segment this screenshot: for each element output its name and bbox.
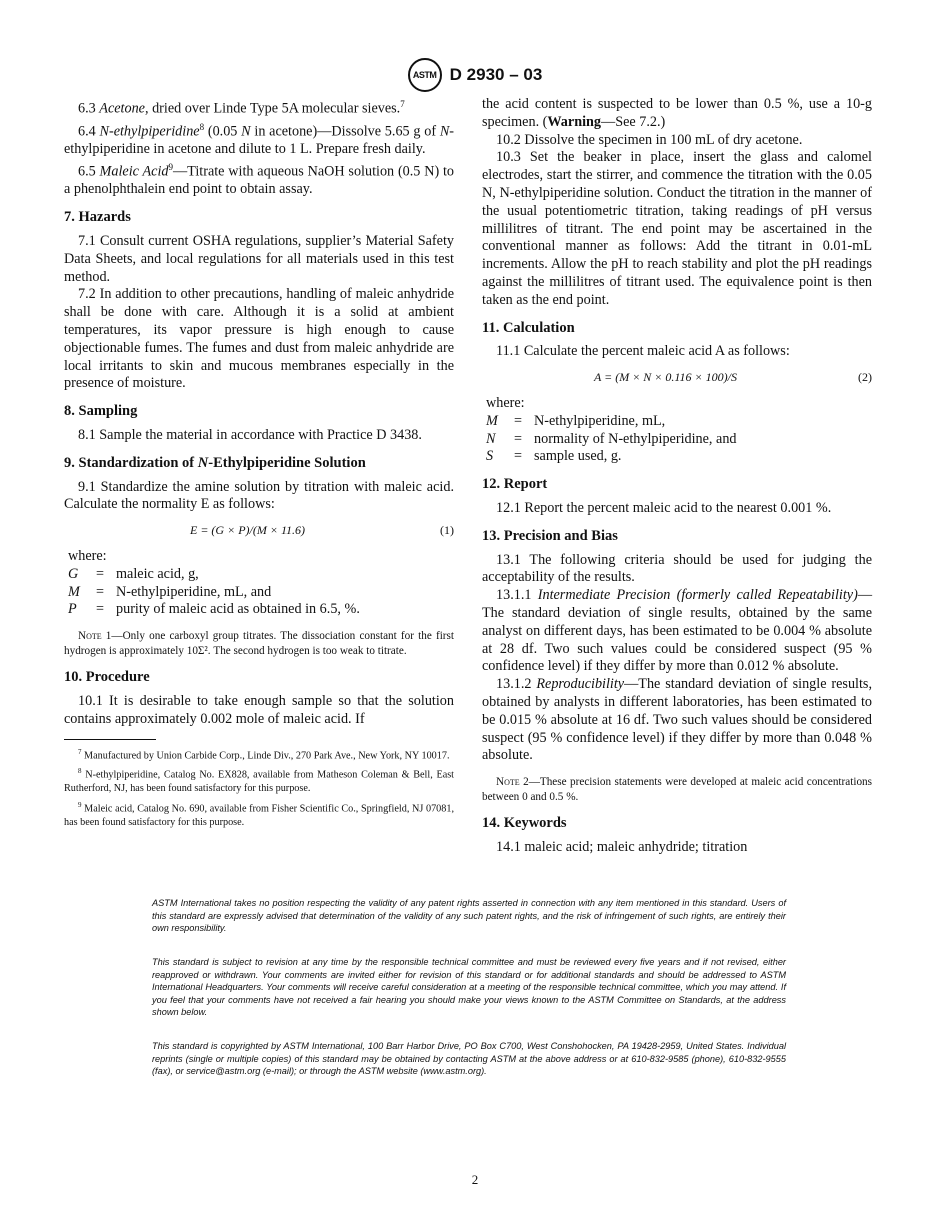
paragraph-6-4: 6.4 N-ethylpiperidine$^8$ (0.05 N in acetone)—Dissolve 5.65 g of N-ethylpiperidine in acetone and dilute to 1 L. Prepare fresh daily.: [64, 121, 455, 158]
definition-row: M = N-ethylpiperidine, mL,: [486, 412, 666, 429]
paragraph-10-3: 10.3 Set the beaker in place, insert the glass and calomel electrodes, start the stirrer, and commence the titration with the 0.05 N, N-ethylpiperidine solution. Conduct the titration in the manner of the usual potentiometric titration, taking readings of pH versus millilitres of titrant. The end point may be ascertained in the conventional manner as follows: Add the titrant in 0.01-mL increments. Allow the pH to reach stability and plot the pH readings against the millilitres of titrant used. The equivalence point is then taken as the end point.: [482, 149, 872, 308]
note-2: Note 2—These precision statements were developed at maleic acid concentrations between 0 and 0.5 %.: [482, 776, 872, 804]
revision-notice: This standard is subject to revision at any time by the responsible technical committee and must be reviewed every five years and if not revised, either reapproved or withdrawn. Your comments are invited either for revision of this standard or for additional standards and should be addressed to ASTM International Headquarters. Your comments will receive careful consideration at a meeting of the responsible technical committee, which you may attend. If you feel that your comments have not received a fair hearing you should make your views known to the ASTM Committee on Standards, at the address shown below.: [152, 957, 786, 1018]
footnote-divider: [64, 739, 156, 740]
variable-definitions-2: [486, 413, 872, 466]
definition-row: N = normality of N-ethylpiperidine, and: [486, 430, 737, 447]
section-heading-report: 12. Report: [482, 476, 548, 493]
paragraph-7-1: 7.1 Consult current OSHA regulations, supplier’s Material Safety Data Sheets, and local regulations for all materials used in this test method.: [64, 232, 454, 285]
paragraph-13-1-1: 13.1.1 Intermediate Precision (formerly called Repeatability)—The standard deviation of single results, obtained by the same analyst on different days, has been estimated to be 0.004 % absolute at 28 df. Two such values could be considered suspect (95 % confidence level) if they differ by more than 0.012 % absolute.: [482, 587, 873, 675]
page-header: [0, 58, 950, 92]
paragraph-10-1-continued: the acid content is suspected to be lower than 0.5 %, use a 10-g specimen. (Warning—See 7.2.): [482, 96, 872, 130]
paragraph-6-5: 6.5 Maleic Acid$^9$—Titrate with aqueous NaOH solution (0.5 N) to a phenolphthalein end point to obtain assay.: [64, 161, 455, 198]
copyright-notice: This standard is copyrighted by ASTM International, 100 Barr Harbor Drive, PO Box C700, West Conshohocken, PA 19428-2959, United States. Individual reprints (single or multiple copies) of this standard may be obtained by contacting ASTM at the above address or at 610-832-9585 (phone), 610-832-9555 (fax), or service@astm.org (e-mail); or through the ASTM website (www.astm.org).: [152, 1041, 786, 1077]
definition-row: P = purity of maleic acid as obtained in 6.5, %.: [68, 601, 360, 618]
footnote-7: $^7$ Manufactured by Union Carbide Corp., Linde Div., 270 Park Ave., New York, NY 10017.: [78, 747, 450, 761]
paragraph-13-1: 13.1 The following criteria should be used for judging the acceptability of the results.: [482, 551, 872, 586]
standard-designation: D 2930 – 03: [449, 65, 543, 84]
where-block: where: G = maleic acid, g, M = N-ethylpiperidine, mL, and P = purity of maleic acid as obtained in 6.5, %.: [64, 548, 454, 619]
equation-2: A = (M × N × 0.116 × 100)/S (2): [594, 370, 872, 385]
left-column: [64, 96, 454, 832]
astm-logo-icon: [408, 58, 442, 92]
section-heading-hazards: 7. Hazards: [64, 209, 131, 226]
variable-definitions: [68, 566, 454, 619]
paragraph-11-1: 11.1 Calculate the percent maleic acid A as follows:: [496, 343, 790, 360]
footnote-8: $^8$ N-ethylpiperidine, Catalog No. EX828, available from Matheson Coleman & Bell, East Rutherford, NJ, has been found satisfactory for this purpose.: [64, 767, 455, 795]
paragraph-9-1: 9.1 Standardize the amine solution by titration with maleic acid. Calculate the normality E as follows:: [64, 478, 454, 513]
section-heading-sampling: 8. Sampling: [64, 403, 138, 420]
page-number: 2: [471, 1172, 479, 1187]
definition-row: S = sample used, g.: [486, 448, 622, 465]
right-column: [482, 96, 872, 857]
section-heading-calculation: 11. Calculation: [482, 319, 575, 336]
section-heading-standardization: 9. Standardization of N-Ethylpiperidine Solution: [64, 454, 366, 471]
paragraph-6-3: 6.3 Acetone, dried over Linde Type 5A molecular sieves.$^7$: [78, 99, 405, 117]
paragraph-10-2: 10.2 Dissolve the specimen in 100 mL of dry acetone.: [496, 131, 803, 148]
note-1: Note 1—Only one carboxyl group titrates. The dissociation constant for the first hydrogen is approximately 10Σ². The second hydrogen is too weak to titrate.: [64, 630, 454, 658]
section-heading-precision: 13. Precision and Bias: [482, 527, 618, 544]
footnote-9: $^9$ Maleic acid, Catalog No. 690, available from Fisher Scientific Co., Springfield, NJ 07081, has been found satisfactory for this purpose.: [64, 800, 455, 828]
logo-text: ASTM: [412, 70, 437, 80]
definition-row: M = N-ethylpiperidine, mL, and: [68, 583, 272, 600]
paragraph-7-2: 7.2 In addition to other precautions, handling of maleic anhydride shall be done with care. Although it is a solid at ambient temperatures, its vapor pressure is high enough to cause objectionable fumes. The fumes and dust from maleic anhydride are local irritants to skin and mucous membranes especially in the presence of moisture.: [64, 286, 454, 392]
patent-notice: ASTM International takes no position respecting the validity of any patent rights asserted in connection with any item mentioned in this standard. Users of this standard are expressly advised that determination of the validity of any such patent rights, and the risk of infringement of such rights, are entirely their own responsibility.: [152, 898, 786, 934]
where-block-2: where: M = N-ethylpiperidine, mL, N = normality of N-ethylpiperidine, and S = sample used, g.: [482, 395, 872, 466]
section-heading-keywords: 14. Keywords: [482, 815, 567, 832]
equation-1: E = (G × P)/(M × 11.6) (1): [190, 523, 454, 538]
paragraph-8-1: 8.1 Sample the material in accordance with Practice D 3438.: [78, 426, 422, 443]
paragraph-12-1: 12.1 Report the percent maleic acid to the nearest 0.001 %.: [496, 499, 832, 516]
paragraph-14-1: 14.1 maleic acid; maleic anhydride; titration: [496, 838, 748, 855]
section-heading-procedure: 10. Procedure: [64, 669, 150, 686]
paragraph-13-1-2: 13.1.2 Reproducibility—The standard deviation of single results, obtained by analysts in different laboratories, has been estimated to be 0.015 % absolute at 16 df. Two such values should be considered suspect (95 % confidence level) if they differ by more than 0.048 % absolute.: [482, 676, 872, 764]
paragraph-10-1: 10.1 It is desirable to take enough sample so that the solution contains approximately 0.002 mole of maleic acid. If: [64, 692, 454, 727]
definition-row: G = maleic acid, g,: [68, 565, 199, 582]
